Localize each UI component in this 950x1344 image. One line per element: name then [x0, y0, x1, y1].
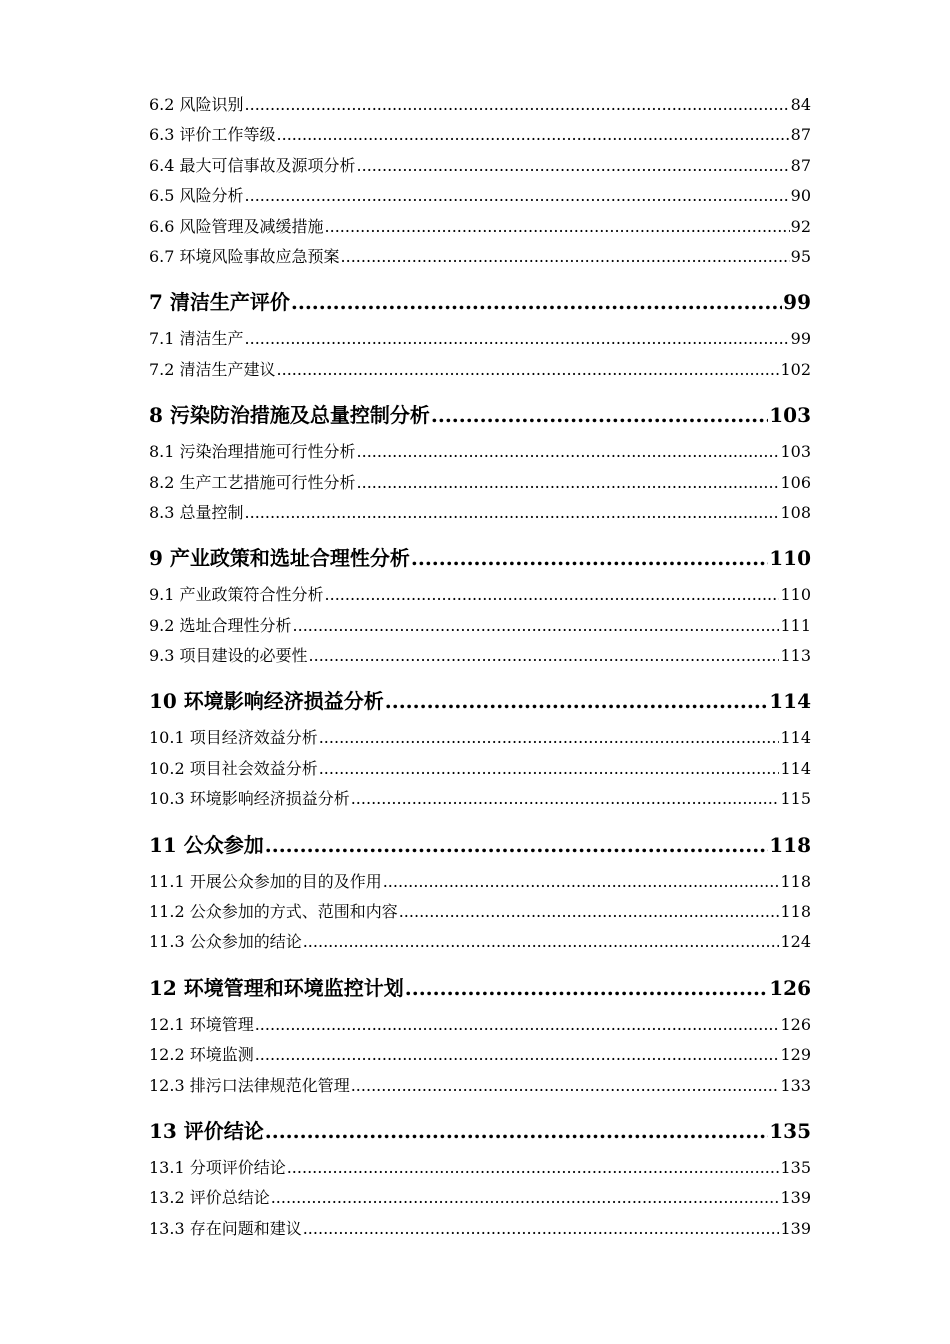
toc-entry-label: 13.1 分项评价结论 — [149, 1157, 286, 1177]
toc-entry[interactable] — [149, 90, 811, 120]
toc-entry[interactable] — [149, 498, 811, 528]
toc-entry-label: 8.3 总量控制 — [149, 502, 244, 522]
toc-page-number: 92 — [790, 216, 811, 236]
toc-entry[interactable] — [149, 897, 811, 927]
toc-entry-label: 7.1 清洁生产 — [149, 329, 244, 349]
toc-entry[interactable] — [149, 754, 811, 784]
toc-entry[interactable] — [149, 324, 811, 354]
dot-leader — [341, 242, 790, 272]
dot-leader — [293, 611, 780, 641]
toc-entry-label: 9.1 产业政策符合性分析 — [149, 585, 324, 605]
toc-entry-label: 13.3 存在问题和建议 — [149, 1218, 302, 1238]
toc-entry[interactable] — [149, 1214, 811, 1244]
toc-entry-label: 10.1 项目经济效益分析 — [149, 728, 318, 748]
toc-chapter[interactable] — [149, 679, 811, 723]
toc-page-number: 135 — [769, 1118, 811, 1143]
toc-entry-label: 6.7 环境风险事故应急预案 — [149, 246, 340, 266]
toc-page-number: 126 — [780, 1014, 811, 1034]
dot-leader — [245, 181, 790, 211]
toc-chapter-label: 12 环境管理和环境监控计划 — [149, 975, 404, 1000]
toc-chapter-label: 10 环境影响经济损益分析 — [149, 689, 384, 714]
dot-leader — [357, 151, 790, 181]
toc-page-number: 111 — [780, 615, 811, 635]
dot-leader — [271, 1183, 780, 1213]
toc-entry[interactable] — [149, 1010, 811, 1040]
dot-leader — [383, 867, 780, 897]
toc-page-number: 118 — [769, 832, 811, 857]
toc-chapter[interactable] — [149, 280, 811, 324]
dot-leader — [325, 212, 790, 242]
toc-entry[interactable] — [149, 181, 811, 211]
toc-entry[interactable] — [149, 468, 811, 498]
dot-leader — [245, 324, 790, 354]
dot-leader — [255, 1010, 780, 1040]
dot-leader — [287, 1153, 780, 1183]
dot-leader — [255, 1040, 780, 1070]
toc-page-number: 118 — [780, 871, 811, 891]
toc-entry[interactable] — [149, 1183, 811, 1213]
toc-entry[interactable] — [149, 641, 811, 671]
toc-chapter[interactable] — [149, 1109, 811, 1153]
dot-leader — [399, 897, 780, 927]
toc-entry-label: 6.4 最大可信事故及源项分析 — [149, 155, 356, 175]
toc-page-number: 106 — [780, 472, 811, 492]
toc-page-number: 139 — [780, 1188, 811, 1208]
dot-leader — [277, 120, 790, 150]
toc-entry-label: 12.3 排污口法律规范化管理 — [149, 1075, 350, 1095]
toc-page-number: 95 — [790, 246, 811, 266]
dot-leader — [411, 536, 768, 580]
toc-entry[interactable] — [149, 1071, 811, 1101]
dot-leader — [245, 498, 780, 528]
toc-entry[interactable] — [149, 1153, 811, 1183]
toc-page-number: 102 — [780, 359, 811, 379]
toc-entry-label: 6.5 风险分析 — [149, 186, 244, 206]
toc-page-number: 113 — [780, 646, 811, 666]
toc-entry[interactable] — [149, 580, 811, 610]
toc-entry-label: 10.3 环境影响经济损益分析 — [149, 789, 350, 809]
toc-chapter-label: 9 产业政策和选址合理性分析 — [149, 546, 410, 571]
dot-leader — [265, 1109, 768, 1153]
dot-leader — [245, 90, 790, 120]
toc-page-number: 99 — [790, 329, 811, 349]
toc-entry[interactable] — [149, 151, 811, 181]
toc-chapter-label: 13 评价结论 — [149, 1118, 264, 1143]
toc-entry-label: 7.2 清洁生产建议 — [149, 359, 276, 379]
toc-entry-label: 6.6 风险管理及减缓措施 — [149, 216, 324, 236]
toc-page-number: 87 — [790, 125, 811, 145]
toc-entry[interactable] — [149, 242, 811, 272]
toc-chapter[interactable] — [149, 966, 811, 1010]
toc-chapter-label: 7 清洁生产评价 — [149, 290, 290, 315]
dot-leader — [385, 679, 768, 723]
toc-chapter[interactable] — [149, 823, 811, 867]
toc-entry-label: 9.3 项目建设的必要性 — [149, 646, 308, 666]
toc-chapter-label: 11 公众参加 — [149, 832, 264, 857]
dot-leader — [265, 823, 768, 867]
toc-entry[interactable] — [149, 867, 811, 897]
toc-entry-label: 11.3 公众参加的结论 — [149, 932, 302, 952]
table-of-contents — [149, 90, 811, 1244]
toc-page-number: 108 — [780, 502, 811, 522]
toc-entry-label: 6.2 风险识别 — [149, 95, 244, 114]
toc-page-number: 115 — [780, 789, 811, 809]
dot-leader — [405, 966, 768, 1010]
dot-leader — [431, 393, 768, 437]
toc-page-number: 90 — [790, 186, 811, 206]
toc-page-number: 114 — [780, 758, 811, 778]
toc-page-number: 103 — [769, 403, 811, 428]
dot-leader — [357, 468, 780, 498]
toc-entry[interactable] — [149, 611, 811, 641]
dot-leader — [319, 723, 780, 753]
toc-page-number: 87 — [790, 155, 811, 175]
toc-page-number: 114 — [780, 728, 811, 748]
toc-page-number: 139 — [780, 1218, 811, 1238]
toc-entry[interactable] — [149, 212, 811, 242]
toc-chapter[interactable] — [149, 393, 811, 437]
toc-entry-label: 9.2 选址合理性分析 — [149, 615, 292, 635]
toc-entry-label: 6.3 评价工作等级 — [149, 125, 276, 145]
toc-entry[interactable] — [149, 355, 811, 385]
toc-page-number: 84 — [790, 95, 811, 114]
toc-entry-label: 12.1 环境管理 — [149, 1014, 254, 1034]
dot-leader — [351, 1071, 780, 1101]
toc-entry-label: 10.2 项目社会效益分析 — [149, 758, 318, 778]
dot-leader — [351, 784, 780, 814]
dot-leader — [277, 355, 780, 385]
dot-leader — [303, 1214, 780, 1244]
dot-leader — [357, 437, 780, 467]
dot-leader — [303, 927, 780, 957]
toc-chapter-label: 8 污染防治措施及总量控制分析 — [149, 403, 430, 428]
dot-leader — [319, 754, 780, 784]
toc-page-number: 110 — [769, 546, 811, 571]
toc-page-number: 129 — [780, 1045, 811, 1065]
toc-entry-label: 8.2 生产工艺措施可行性分析 — [149, 472, 356, 492]
toc-entry-label: 11.1 开展公众参加的目的及作用 — [149, 871, 382, 891]
toc-page-number: 114 — [769, 689, 811, 714]
toc-entry[interactable] — [149, 723, 811, 753]
toc-chapter[interactable] — [149, 536, 811, 580]
toc-page-number: 124 — [780, 932, 811, 952]
toc-page-number: 118 — [780, 902, 811, 922]
toc-page-number: 103 — [780, 442, 811, 462]
toc-entry-label: 11.2 公众参加的方式、范围和内容 — [149, 902, 398, 922]
toc-entry[interactable] — [149, 784, 811, 814]
toc-page-number: 133 — [780, 1075, 811, 1095]
toc-entry[interactable] — [149, 120, 811, 150]
dot-leader — [291, 280, 782, 324]
toc-entry[interactable] — [149, 437, 811, 467]
toc-page-number: 126 — [769, 975, 811, 1000]
dot-leader — [309, 641, 780, 671]
toc-entry[interactable] — [149, 927, 811, 957]
toc-page-number: 110 — [780, 585, 811, 605]
toc-entry-label: 8.1 污染治理措施可行性分析 — [149, 442, 356, 462]
dot-leader — [325, 580, 780, 610]
toc-page-number: 99 — [783, 290, 811, 315]
toc-entry-label: 13.2 评价总结论 — [149, 1188, 270, 1208]
toc-entry[interactable] — [149, 1040, 811, 1070]
toc-entry-label: 12.2 环境监测 — [149, 1045, 254, 1065]
toc-page-number: 135 — [780, 1157, 811, 1177]
